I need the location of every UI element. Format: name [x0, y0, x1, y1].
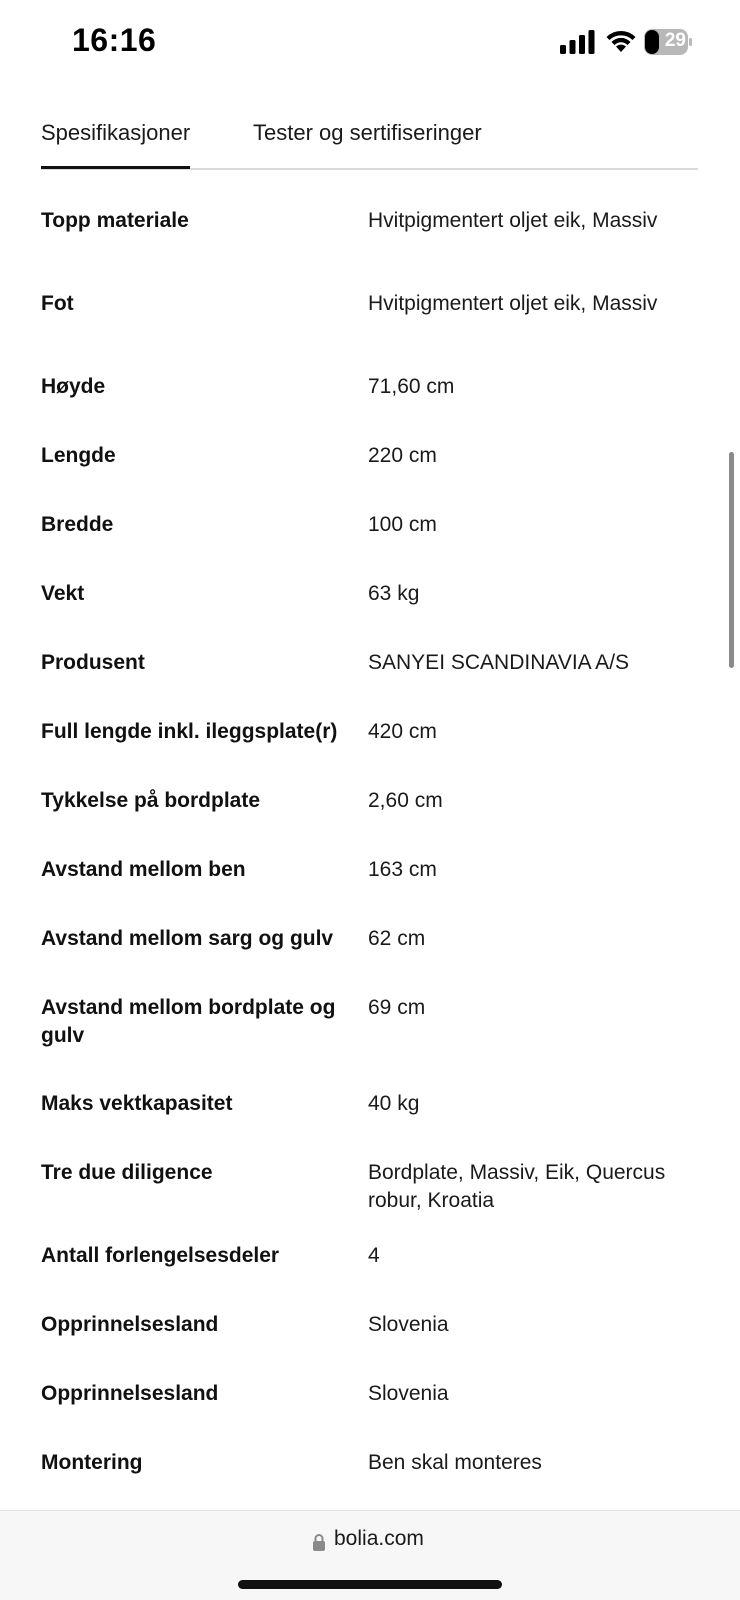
spec-value: 2,60 cm: [368, 789, 443, 812]
spec-value: Slovenia: [368, 1382, 449, 1405]
spec-label: Lengde: [41, 444, 116, 467]
spec-label: Opprinnelsesland: [41, 1313, 219, 1336]
address-bar[interactable]: [0, 1510, 740, 1600]
spec-value: 71,60 cm: [368, 375, 455, 398]
spec-label: Avstand mellom sarg og gulv: [41, 927, 334, 950]
scrollbar[interactable]: [729, 452, 734, 668]
spec-label: Antall forlengelsesdeler: [41, 1244, 280, 1267]
spec-label: Opprinnelsesland: [41, 1382, 219, 1405]
tab-specifications[interactable]: Spesifikasjoner: [41, 120, 190, 169]
spec-label: Maks vektkapasitet: [41, 1092, 233, 1115]
tab-tests-certifications[interactable]: Tester og sertifiseringer: [253, 120, 482, 145]
spec-label: Vekt: [41, 582, 85, 605]
spec-value: 63 kg: [368, 582, 420, 605]
spec-tabs: [41, 100, 698, 170]
spec-value: Ben skal monteres: [368, 1451, 542, 1474]
spec-label: Produsent: [41, 651, 145, 674]
lock-icon: [312, 1533, 326, 1551]
spec-label: Tykkelse på bordplate: [41, 789, 261, 812]
spec-label: Montering: [41, 1451, 143, 1474]
status-bar: [0, 0, 740, 84]
spec-value: 4: [368, 1244, 380, 1267]
spec-value: SANYEI SCANDINAVIA A/S: [368, 651, 630, 674]
spec-value: 220 cm: [368, 444, 437, 467]
spec-value: Bordplate, Massiv, Eik, Quercus robur, Kroatia: [368, 1161, 666, 1212]
spec-value: 40 kg: [368, 1092, 420, 1115]
wifi-icon: [605, 28, 637, 54]
signal-icon: [560, 30, 596, 54]
spec-label: Topp materiale: [41, 209, 189, 232]
spec-value: Slovenia: [368, 1313, 449, 1336]
spec-value: Hvitpigmentert oljet eik, Massiv: [368, 209, 658, 232]
spec-value: Hvitpigmentert oljet eik, Massiv: [368, 292, 658, 315]
spec-value: 420 cm: [368, 720, 437, 743]
address-url[interactable]: bolia.com: [334, 1527, 424, 1550]
spec-label: Høyde: [41, 375, 106, 398]
spec-label: Full lengde inkl. ileggsplate(r): [41, 720, 338, 743]
spec-value: 62 cm: [368, 927, 426, 950]
home-indicator: [238, 1580, 502, 1589]
spec-value: 69 cm: [368, 996, 426, 1019]
spec-value: 163 cm: [368, 858, 437, 881]
battery-level: 29: [664, 30, 686, 51]
spec-label: Tre due diligence: [41, 1161, 213, 1184]
spec-label: Avstand mellom bordplate og gulv: [41, 996, 336, 1047]
spec-label: Avstand mellom ben: [41, 858, 246, 881]
spec-value: 100 cm: [368, 513, 437, 536]
spec-label: Bredde: [41, 513, 114, 536]
spec-label: Fot: [41, 292, 74, 315]
status-time: 16:16: [72, 22, 157, 58]
